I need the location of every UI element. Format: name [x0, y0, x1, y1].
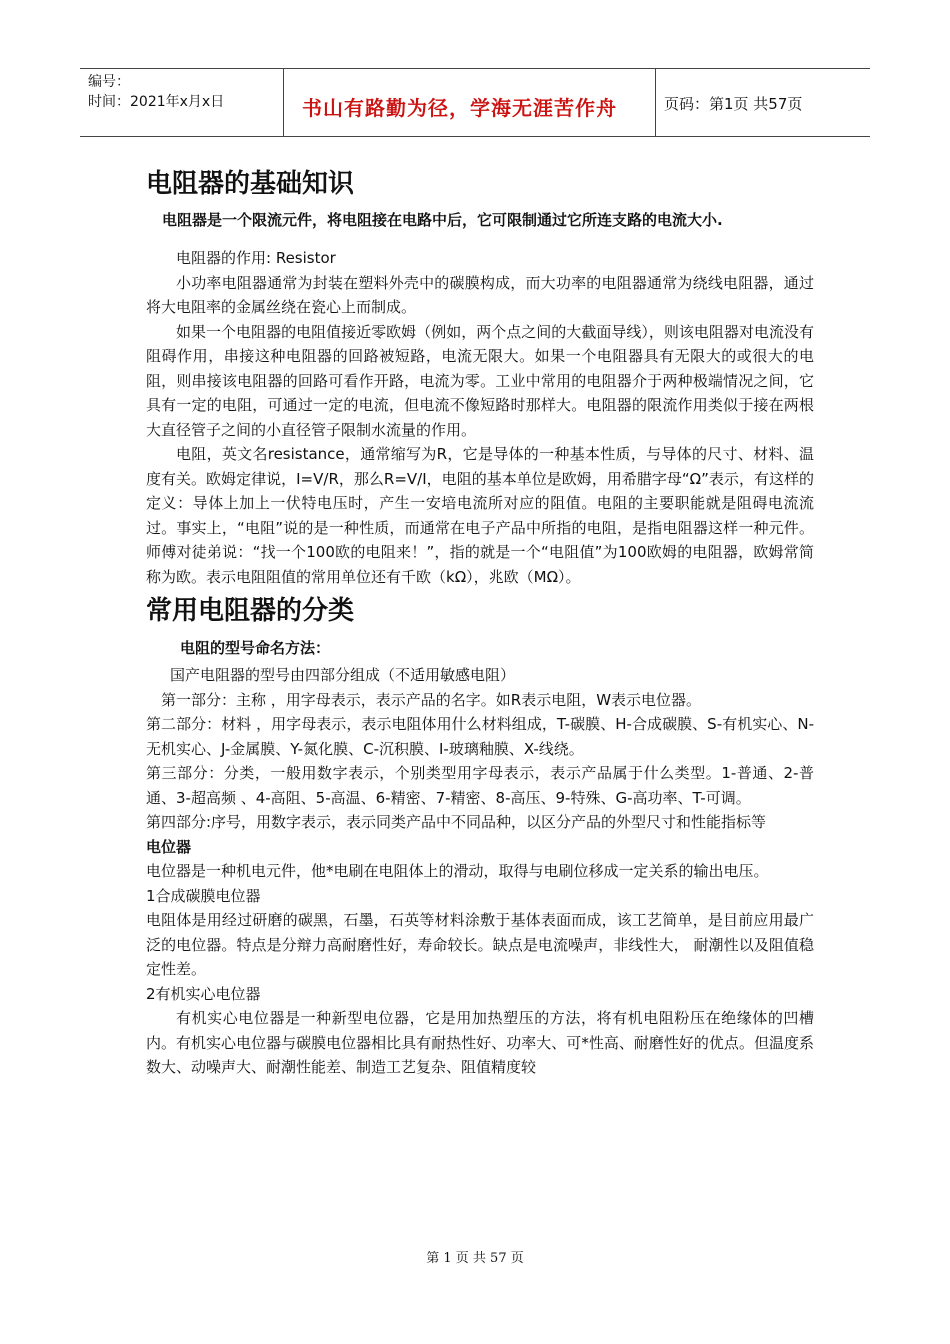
header-bottom-rule	[80, 136, 870, 137]
paragraph-resistance: 电阻，英文名resistance，通常缩写为R，它是导体的一种基本性质，与导体的尺寸、材料、温度有关。欧姆定律说，I=V/R，那么R=V/I，电阻的基本单位是欧姆，用希腊字母“Ω”表示，有这样的定义：导体上加上一伏特电压时，产生一安培电流所对应的阻值。电阻的主要职能就是阻碍电流流过。事实上，“电阻”说的是一种性质，而通常在电子产品中所指的电阻，是指电阻器这样一种元件。师傅对徒弟说：“找一个100欧的电阻来！”，指的就是一个“电阻值”为100欧姆的电阻器，欧姆常简称为欧。表示电阻阻值的常用单位还有千欧（kΩ），兆欧（MΩ）。	[146, 445, 814, 586]
paragraph-part-three: 第三部分：分类，一般用数字表示，个别类型用字母表示，表示产品属于什么类型。1-普通、2-普通、3-超高频 、4-高阻、5-高温、6-精密、7-精密、8-高压、9-特殊、G-高功率、T-可调。	[146, 764, 814, 807]
heading-organic-solid-pot: 2有机实心电位器	[146, 984, 261, 1003]
document-body	[146, 164, 814, 1080]
header-divider-left	[283, 68, 284, 136]
lead-paragraph: 电阻器是一个限流元件，将电阻接在电路中后，它可限制通过它所连支路的电流大小.	[162, 211, 723, 229]
paragraph-extremes: 如果一个电阻器的电阻值接近零欧姆（例如，两个点之间的大截面导线），则该电阻器对电流没有阻碍作用，串接这种电阻器的回路被短路，电流无限大。如果一个电阻器具有无限大的或很大的电阻，则串接该电阻器的回路可看作开路，电流为零。工业中常用的电阻器介于两种极端情况之间，它具有一定的电阻，可通过一定的电流，但电流不像短路时那样大。电阻器的限流作用类似于接在两根大直径管子之间的小直径管子限制水流量的作用。	[146, 322, 814, 439]
paragraph-function: 电阻器的作用: Resistor	[176, 249, 336, 267]
paragraph-part-four: 第四部分:序号，用数字表示，表示同类产品中不同品种，以区分产品的外型尺寸和性能指标等	[146, 813, 767, 831]
paragraph-construction: 小功率电阻器通常为封装在塑料外壳中的碳膜构成，而大功率的电阻器通常为绕线电阻器，通过将大电阻率的金属丝绕在瓷心上而制成。	[146, 273, 814, 316]
header-number: 编号：	[88, 74, 130, 90]
heading-carbon-film-pot: 1合成碳膜电位器	[146, 886, 261, 905]
subheading-naming: 电阻的型号命名方法：	[180, 639, 331, 657]
header-divider-right	[655, 68, 656, 136]
paragraph-carbon-film-pot: 电阻体是用经过研磨的碳黑，石墨，石英等材料涂敷于基体表面而成，该工艺简单，是目前应用最广泛的电位器。特点是分辩力高耐磨性好，寿命较长。缺点是电流噪声，非线性大， 耐潮性以及阻值稳定性差。	[146, 911, 814, 978]
heading-potentiometer: 电位器	[146, 837, 192, 856]
header-meta	[88, 72, 224, 112]
header-page-number: 页码：第1页 共57页	[664, 95, 803, 113]
header-date: 时间：2021年x月x日	[88, 94, 225, 110]
header-top-rule	[80, 68, 870, 69]
header-motto: 书山有路勤为径，学海无涯苦作舟	[302, 96, 617, 120]
paragraph-naming-intro: 国产电阻器的型号由四部分组成（不适用敏感电阻）	[170, 666, 516, 684]
section-title-classification: 常用电阻器的分类	[146, 596, 355, 626]
footer-page-number: 第 1 页 共 57 页	[426, 1251, 524, 1266]
paragraph-part-two: 第二部分：材料 ，用字母表示，表示电阻体用什么材料组成，T-碳膜、H-合成碳膜、S-有机实心、N-无机实心、J-金属膜、Y-氮化膜、C-沉积膜、I-玻璃釉膜、X-线绕。	[146, 715, 814, 758]
paragraph-potentiometer: 电位器是一种机电元件，他*电刷在电阻体上的滑动，取得与电刷位移成一定关系的输出电压。	[146, 862, 769, 880]
paragraph-part-one: 第一部分：主称 ，用字母表示，表示产品的名字。如R表示电阻，W表示电位器。	[161, 690, 702, 709]
paragraph-organic-solid-pot: 有机实心电位器是一种新型电位器，它是用加热塑压的方法，将有机电阻粉压在绝缘体的凹槽内。有机实心电位器与碳膜电位器相比具有耐热性好、功率大、可*性高、耐磨性好的优点。但温度系数大、动噪声大、耐潮性能差、制造工艺复杂、阻值精度较	[146, 1009, 814, 1076]
section-title-basics: 电阻器的基础知识	[146, 169, 355, 199]
